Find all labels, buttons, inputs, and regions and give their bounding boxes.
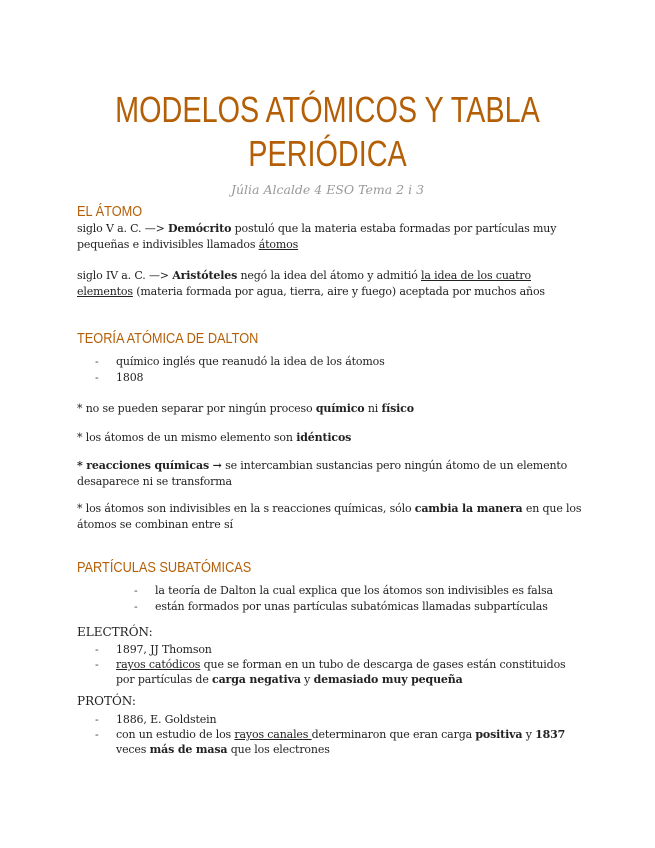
title-line-2: PERIÓDICA bbox=[248, 133, 407, 174]
bold-text: positiva bbox=[475, 728, 523, 741]
text: negó la idea del átomo y admitió bbox=[237, 269, 422, 282]
note-separar bbox=[77, 401, 582, 417]
bullet-dash: - bbox=[95, 728, 99, 741]
bullet-dash: - bbox=[95, 355, 99, 368]
label-proton: PROTÓN: bbox=[77, 694, 136, 708]
text: en que los átomos se combinan entre sí bbox=[77, 502, 582, 531]
text: se intercambian sustancias pero ningún átomo de un elemento desaparece ni se transforma bbox=[77, 459, 568, 488]
bullet-dash: - bbox=[95, 713, 99, 726]
list-item: la teoría de Dalton la cual explica que los átomos son indivisibles es falsa bbox=[155, 584, 553, 597]
label-electron: ELECTRÓN: bbox=[77, 625, 153, 639]
heading-subatomicas: PARTÍCULAS SUBATÓMICAS bbox=[77, 559, 252, 576]
text: determinaron que eran carga bbox=[311, 728, 476, 741]
text: siglo IV a. C. —> bbox=[77, 269, 173, 282]
paragraph-democrito bbox=[77, 221, 582, 253]
text: * no se pueden separar por ningún proceso bbox=[77, 402, 316, 415]
text: * los átomos son indivisibles en la s reacciones químicas, sólo bbox=[77, 502, 415, 515]
note-indivisibles bbox=[77, 501, 582, 533]
bold-text: Demócrito bbox=[168, 222, 232, 235]
bullet-dash: - bbox=[134, 600, 138, 613]
bold-text: físico bbox=[381, 402, 414, 415]
text: con un estudio de los bbox=[116, 728, 235, 741]
text: que los electrones bbox=[227, 743, 330, 756]
bold-text: carga negativa bbox=[212, 673, 301, 686]
bullet-dash: - bbox=[134, 584, 138, 597]
document-title bbox=[66, 88, 590, 176]
list-item: químico inglés que reanudó la idea de los átomos bbox=[116, 355, 385, 368]
text: y bbox=[522, 728, 536, 741]
list-item: 1808 bbox=[116, 371, 144, 384]
note-reacciones bbox=[77, 458, 582, 490]
heading-el-atomo: EL ÁTOMO bbox=[77, 203, 143, 220]
list-item-rayos-catodicos bbox=[116, 657, 586, 687]
title-line-1: MODELOS ATÓMICOS Y TABLA bbox=[115, 89, 540, 130]
underlined-text: la idea de los cuatro elementos bbox=[77, 269, 532, 298]
text: ni bbox=[364, 402, 382, 415]
bullet-dash: - bbox=[95, 643, 99, 656]
bold-text: 1837 bbox=[535, 728, 566, 741]
bullet-dash: - bbox=[95, 371, 99, 384]
text: veces bbox=[116, 743, 150, 756]
underlined-text: átomos bbox=[258, 238, 299, 251]
paragraph-aristoteles bbox=[77, 268, 582, 300]
underlined-text: rayos catódicos bbox=[116, 658, 201, 671]
text: * los átomos de un mismo elemento son bbox=[77, 431, 297, 444]
bold-text: más de masa bbox=[149, 743, 228, 756]
note-identicos bbox=[77, 430, 582, 446]
text: (materia formada por agua, tierra, aire y fuego) aceptada por muchos años bbox=[132, 285, 545, 298]
bold-text: * reacciones químicas → bbox=[77, 459, 222, 472]
list-item: 1886, E. Goldstein bbox=[116, 713, 217, 726]
bullet-dash: - bbox=[95, 658, 99, 671]
bold-text: demasiado muy pequeña bbox=[313, 673, 463, 686]
text: y bbox=[300, 673, 314, 686]
document-subtitle: Júlia Alcalde 4 ESO Tema 2 i 3 bbox=[230, 182, 425, 197]
list-item-rayos-canales bbox=[116, 727, 586, 757]
bold-text: idénticos bbox=[296, 431, 352, 444]
underlined-text: rayos canales bbox=[234, 728, 312, 741]
text: que se forman en un tubo de descarga de gases están constituidos por partículas de bbox=[116, 658, 566, 686]
text: postuló que la materia estaba formadas por partículas muy pequeñas e indivisibles llamados bbox=[77, 222, 557, 251]
list-item: están formados por unas partículas subatómicas llamadas subpartículas bbox=[155, 600, 548, 613]
text: siglo V a. C. —> bbox=[77, 222, 169, 235]
bold-text: cambia la manera bbox=[414, 502, 523, 515]
bold-text: Aristóteles bbox=[172, 269, 238, 282]
list-item: 1897, JJ Thomson bbox=[116, 643, 212, 656]
heading-dalton: TEORÍA ATÓMICA DE DALTON bbox=[77, 330, 259, 347]
bold-text: químico bbox=[315, 402, 365, 415]
